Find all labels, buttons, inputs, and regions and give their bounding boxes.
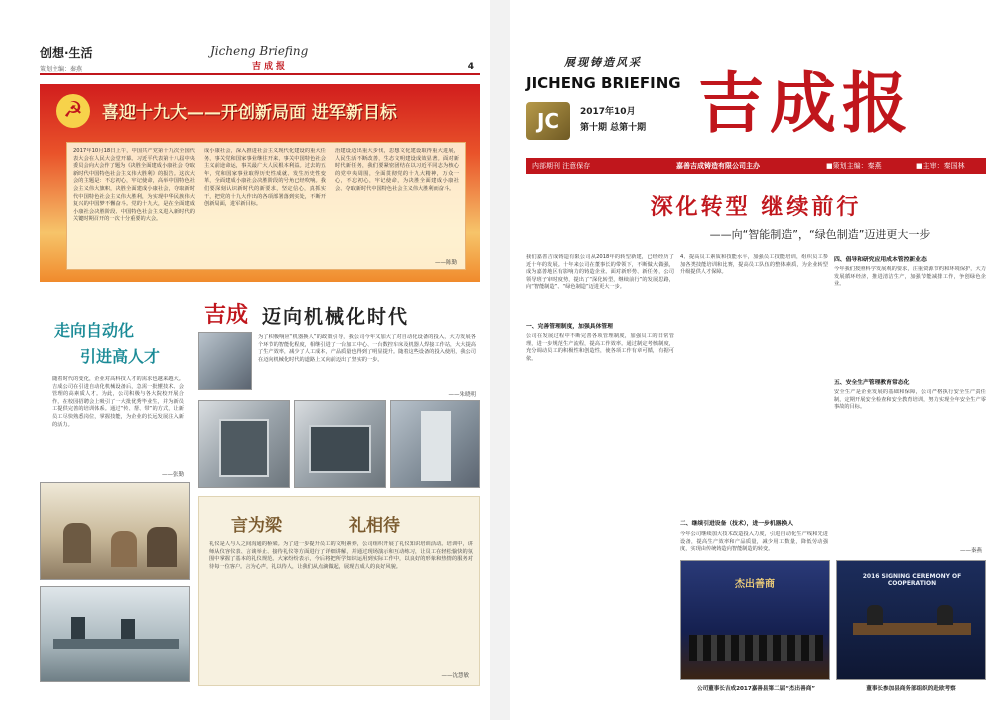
company-logo: JC: [526, 102, 570, 140]
left-header: [40, 42, 480, 76]
machine-brand: 吉成: [204, 303, 249, 328]
page-gutter: [490, 0, 510, 720]
col1-heading: 一、完善管理制度，加强具体管理: [526, 324, 613, 330]
col3-body: 今年我们按照科学发展观的要求，注重资源节约和环境保护，大力发展循环经济，推进清洁生产，加强节能减排工作，争创绿色企业。: [834, 266, 986, 288]
machine-article: [198, 292, 480, 492]
col2-heading: 二、继续引进设备（技术），进一步机器换人: [680, 521, 794, 527]
article-col-2: [680, 254, 828, 554]
left-page: [0, 0, 490, 720]
machine-author: ——朱晓明: [448, 392, 476, 398]
column-label: 创想·生活: [40, 46, 93, 60]
congress-banner: [40, 84, 480, 282]
lab-photo: [198, 332, 252, 390]
col3-heading: 四、倡导和研究应用成本管控新业态: [834, 257, 927, 263]
award-overlay: 杰出善商: [735, 579, 775, 590]
issue-date: 2017年10月: [580, 107, 636, 117]
signing-caption: 董事长参加县商务部组织的赴欧考察: [866, 686, 956, 692]
machine-photo-2: [294, 400, 386, 488]
page-number: 4: [467, 62, 474, 72]
banner-text-panel: [66, 142, 466, 270]
col1-body: 公司在发展过程中不断完善各项管理制度，加强员工的日常管理，进一步规范生产流程，提高工作效率。通过制定考核制度，充分调动员工的积极性和创造性，使各项工作有章可循，有据可依。: [526, 333, 674, 362]
slogan: 展现铸造风采: [564, 56, 642, 69]
automation-title-1: 走向自动化: [54, 321, 135, 340]
etiquette-title-a: 言为梁: [231, 516, 282, 536]
article-col-1: [526, 254, 674, 714]
masthead-title: 吉成报: [698, 64, 914, 142]
col3-body-2: 安全生产是企业发展的基础和保障，公司严格执行安全生产责任制，定期开展安全检查和安全教育培训，努力实现全年安全生产零事故的目标。: [834, 389, 986, 411]
issue-no: 第十期 总第十期: [580, 123, 647, 133]
info-chief: ■主审：秦国林: [916, 162, 965, 170]
machine-body: 为了积极响应“机器换人”的政策引导，我公司今年又加大了对自动化设备的投入，大力发展各个环节的智能化程度，相继引进了一台加工中心、一台数控车床及机器人焊接工作站，大大提高了生产效率，减少了人工成本，产品质量也得到了明显提升。随着这些设备的投入使用，我公司在迈向机械化时代的道路上又向前迈出了坚实的一步。: [258, 334, 476, 363]
brand-en: Jicheng Briefing: [210, 44, 309, 58]
office-photo: [40, 586, 190, 682]
col1-intro: 我们嘉善吉成铸造有限公司从2018年的转型新建，已经经历了近十年的发展。十年来公司在董事长的带领下，不断做大做强，成为嘉善地区有影响力的铸造企业。面对新形势、新任务，公司领导班子审时度势，提出了“深化转型，继续前行”的发展思路，向“智能制造”、“绿色制造”迈进更大一步。: [526, 254, 674, 291]
col3-heading-2: 五、安全生产管理教育常态化: [834, 380, 910, 386]
party-emblem: ☭: [56, 94, 90, 128]
automation-author: ——张勤: [161, 472, 184, 478]
etiquette-body: 礼仪是人与人之间沟通的桥梁。为了进一步提升员工的文明素养，公司组织开展了礼仪知识培训活动。培训中，讲师从仪容仪表、言谈举止、接待礼仪等方面进行了详细讲解，并通过现场演示和互动练习，让员工在轻松愉快的氛围中掌握了基本的礼仪规范。大家纷纷表示，今后将把所学知识运用到实际工作中，以良好的形象和热情的服务对待每一位客户。言为心声，礼以待人，让我们从点滴做起，展现吉成人的良好风貌。: [209, 541, 473, 570]
banner-headline: 喜迎十九大——开创新局面 进军新目标: [102, 103, 397, 123]
signing-overlay: 2016 SIGNING CEREMONY OF COOPERATION: [862, 573, 962, 587]
lead-headline: 深化转型 继续前行: [650, 195, 862, 220]
banner-col-3: 治建设迈出重大步伐，思想文化建设取得重大进展，人民生活不断改善，生态文明建设成效显著。面对新时代新任务，我们要紧密团结在以习近平同志为核心的党中央周围，全面贯彻党的十九大精神，万众一心，不忘初心，牢记使命，为决胜全面建成小康社会、夺取新时代中国特色社会主义伟大胜利而奋斗。: [335, 148, 459, 192]
brand-cn: 吉成报: [252, 62, 289, 72]
info-center: 嘉善吉成铸造有限公司主办: [676, 162, 760, 170]
info-bar: [526, 158, 986, 174]
article-col-3: [834, 254, 986, 554]
info-left: 内部期刊 注意保存: [532, 162, 591, 170]
header-rule: [40, 73, 480, 75]
right-author: ——秦燕: [959, 548, 982, 554]
lead-subheadline: ——向“智能制造”，“绿色制造”迈进更大一步: [709, 228, 931, 241]
machine-title: 迈向机械化时代: [262, 306, 410, 328]
award-photo: [680, 560, 830, 680]
info-planner: ■策划主编：秦燕: [826, 162, 882, 170]
automation-title-2: 引进高人才: [80, 347, 161, 366]
signing-photo: [836, 560, 986, 680]
editor-line: 策划主编：秦燕: [40, 66, 83, 73]
brand-en-right: JICHENG BRIEFING: [526, 74, 681, 92]
etiquette-article: [198, 496, 480, 686]
machine-photo-1: [198, 400, 290, 488]
etiquette-title-b: 礼相待: [349, 516, 400, 536]
training-photo: [40, 482, 190, 580]
etiquette-author: ——沈慧敏: [441, 673, 469, 679]
machine-photo-3: [390, 400, 480, 488]
col2-body: 今年公司继续加大技术改造投入力度，引进自动化生产线和先进设备，提高生产效率和产品质量，减少用工数量，降低劳动强度，实现由传统铸造向智能制造的转变。: [680, 531, 828, 553]
banner-col-2: 成小康社会，深入推进社会主义现代化建设的重大任务，事关党和国家事业继往开来，事关中国特色社会主义前途命运，事关最广大人民根本利益。过去的五年，党和国家事业取得历史性成就、发生历史性变革，全面建成小康社会决胜阶段的号角已经吹响。我们要深刻认识新时代的新要求，坚定信心，真抓实干，把党的十九大作出的各项部署落到实处，不断开创新局面，进军新目标。: [204, 148, 326, 208]
banner-author: ——陈勤: [434, 260, 457, 266]
automation-body: 随着时代的变化，企业对高科技人才的需求也越来越大。吉成公司在引进自动化机械设备后，急需一批懂技术、会管理的高素质人才。为此，公司积极与各大院校开展合作，在校园招聘会上吸引了一大批优秀毕业生，并为新员工提供完善的培训体系。通过“传、帮、带”的方式，让新员工尽快熟悉岗位，掌握技能，为企业的长远发展注入新的活力。: [52, 376, 184, 428]
right-page: [510, 0, 1000, 720]
automation-article: [40, 292, 190, 686]
col2-intro: 4、提高员工素质和技能水平，加强员工技能培训，组织员工参加各类技能培训和比赛，提高员工队伍的整体素质，为企业转型升级提供人才保障。: [680, 254, 828, 276]
award-caption: 公司董事长吉成2017嘉善县第二届“杰出善商”: [696, 686, 815, 692]
masthead: [526, 52, 986, 152]
banner-col-1: 2017年10月18日上午，中国共产党第十九次全国代表大会在人民大会堂开幕。习近平代表第十八届中央委员会向大会作了题为《决胜全面建成小康社会 夺取新时代中国特色社会主义伟大胜利》的报告。这次大会的主题是：不忘初心，牢记使命，高举中国特色社会主义伟大旗帜，决胜全面建成小康社会，夺取新时代中国特色社会主义伟大胜利，为实现中华民族伟大复兴的中国梦不懈奋斗。党的十九大，是在全面建成小康社会决胜阶段、中国特色社会主义进入新时代的关键时期召开的一次十分重要的大会。: [73, 148, 195, 223]
